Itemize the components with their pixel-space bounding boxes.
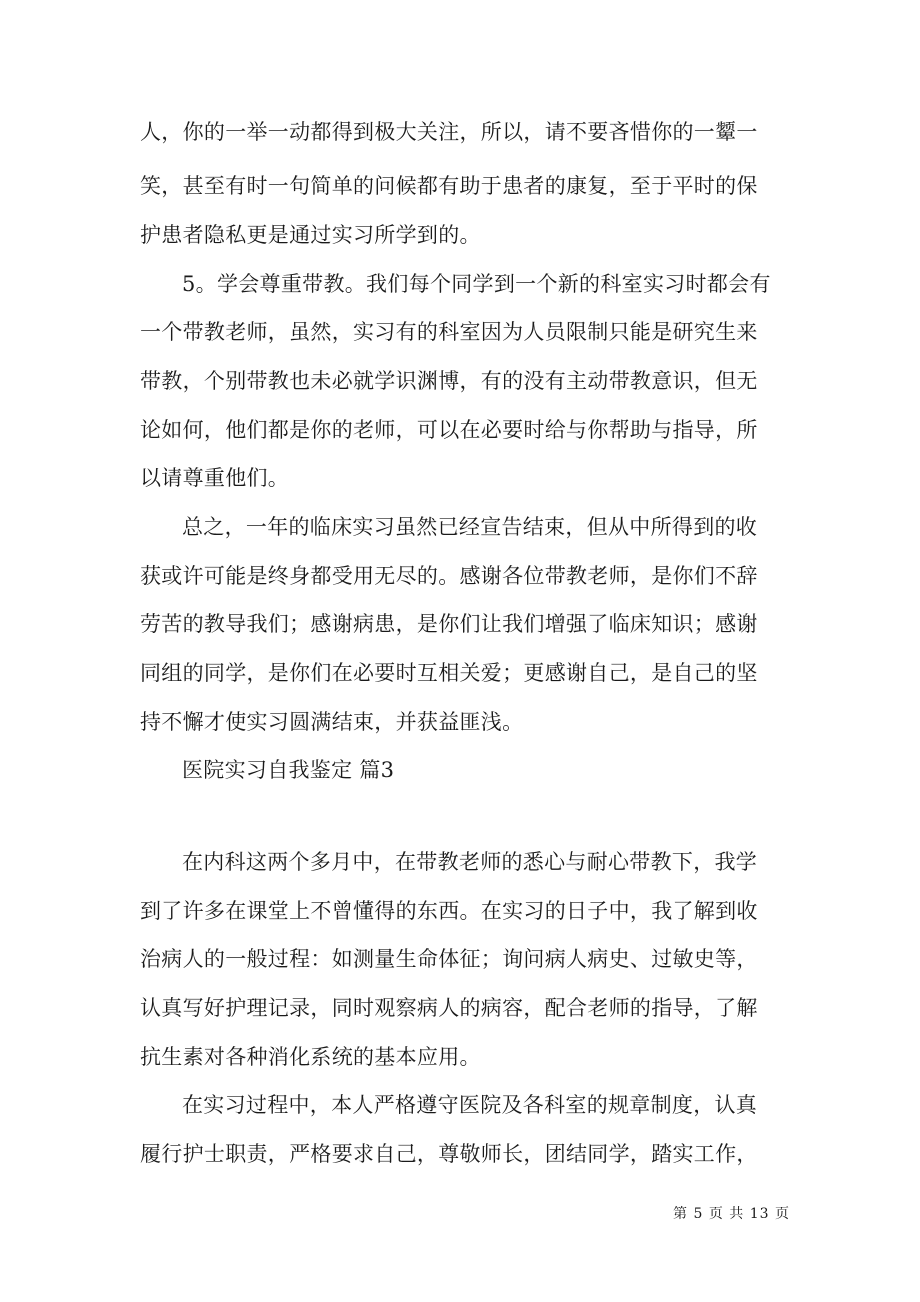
paragraph-line: 抗生素对各种消化系统的基本应用。 (140, 1045, 481, 1069)
paragraph-line: 带教，个别带教也未必就学识渊博，有的没有主动带教意识，但无 (140, 369, 758, 393)
paragraph-line: 在实习过程中，本人严格遵守医院及各科室的规章制度，认真 (182, 1093, 758, 1117)
paragraph-line: 认真写好护理记录，同时观察病人的病容，配合老师的指导，了解 (140, 996, 758, 1020)
paragraph-line: 获或许可能是终身都受用无尽的。感谢各位带教老师，是你们不辞 (140, 564, 758, 588)
paragraph-line: 在内科这两个多月中，在带教老师的悉心与耐心带教下，我学 (182, 850, 758, 874)
paragraph-line: 5。学会尊重带教。我们每个同学到一个新的科室实习时都会有 (182, 272, 771, 296)
paragraph-line: 论如何，他们都是你的老师，可以在必要时给与你帮助与指导，所 (140, 418, 758, 442)
paragraph-line: 履行护士职责，严格要求自己，尊敬师长，团结同学，踏实工作， (140, 1142, 758, 1166)
paragraph-line: 治病人的一般过程：如测量生命体征；询问病人病史、过敏史等， (140, 947, 758, 971)
paragraph-line: 持不懈才使实习圆满结束，并获益匪浅。 (140, 710, 524, 734)
paragraph-line: 一个带教老师，虽然，实习有的科室因为人员限制只能是研究生来 (140, 320, 758, 344)
paragraph-line: 到了许多在课堂上不曾懂得的东西。在实习的日子中，我了解到收 (140, 899, 758, 923)
paragraph-line: 总之，一年的临床实习虽然已经宣告结束，但从中所得到的收 (182, 515, 758, 539)
paragraph-line: 人，你的一举一动都得到极大关注，所以，请不要吝惜你的一颦一 (140, 120, 758, 144)
page-number-footer: 第 5 页 共 13 页 (673, 1206, 790, 1222)
paragraph-line: 笑，甚至有时一句简单的问候都有助于患者的康复，至于平时的保 (140, 174, 758, 198)
paragraph-line: 以请尊重他们。 (140, 466, 290, 490)
paragraph-line: 劳苦的教导我们；感谢病患，是你们让我们增强了临床知识；感谢 (140, 612, 758, 636)
paragraph-line: 同组的同学，是你们在必要时互相关爱；更感谢自己，是自己的坚 (140, 661, 758, 685)
section-heading: 医院实习自我鉴定 篇3 (182, 758, 395, 782)
paragraph-line: 护患者隐私更是通过实习所学到的。 (140, 223, 481, 247)
